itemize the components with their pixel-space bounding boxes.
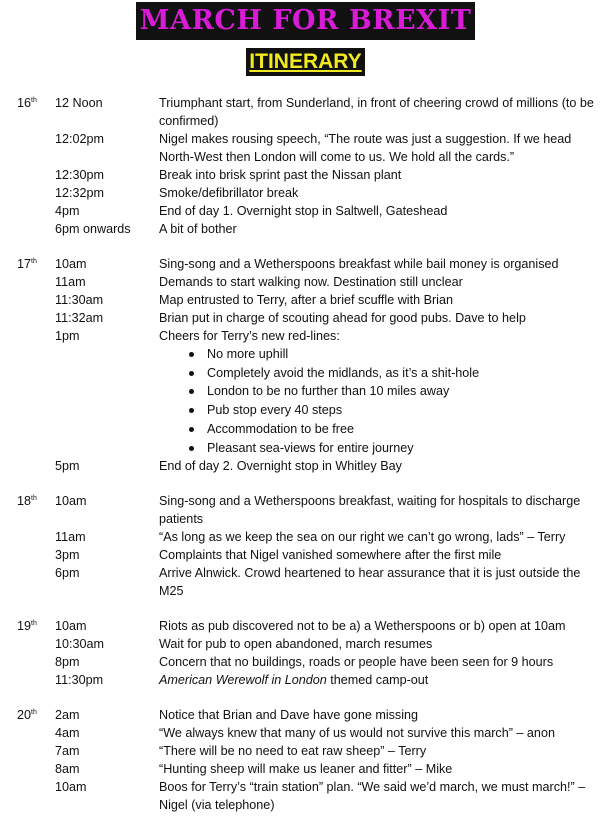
- time-label: 11:32am: [55, 311, 104, 325]
- day-block-16: [0, 94, 611, 238]
- itinerary-row: [0, 706, 611, 724]
- time-label: 11:30pm: [55, 673, 104, 688]
- day-block-17: [0, 255, 611, 475]
- day-suffix: th: [31, 709, 37, 717]
- entry-text: A bit of bother: [159, 222, 237, 236]
- entry-text-rest: themed camp-out: [326, 673, 429, 688]
- day-number: 20: [17, 708, 32, 723]
- entry-text: Demands to start walking now. Destination still unclear: [159, 275, 463, 289]
- itinerary-row: [0, 635, 611, 653]
- day-block-20: [0, 706, 611, 814]
- itinerary-row: [0, 617, 611, 635]
- list-item: Accommodation to be free: [207, 420, 611, 439]
- itinerary-row: [0, 184, 611, 202]
- list-item: Pleasant sea-views for entire journey: [207, 439, 611, 458]
- day-label: [17, 255, 37, 273]
- itinerary-row: [0, 778, 611, 814]
- time-label: 12:02pm: [55, 132, 105, 146]
- day-number: 19: [17, 619, 32, 634]
- itinerary-row: [0, 492, 611, 528]
- itinerary-row: [0, 742, 611, 760]
- page-title: MARCH FOR BREXIT: [136, 2, 476, 40]
- entry-text: End of day 2. Overnight stop in Whitley Bay: [159, 459, 402, 474]
- itinerary: [0, 94, 611, 831]
- entry-text: Map entrusted to Terry, after a brief scuffle with Brian: [159, 293, 453, 307]
- itinerary-row: [0, 309, 611, 327]
- entry-text: Nigel makes rousing speech, “The route was just a suggestion. If we head North-West then London will come to us. We hold all the cards.”: [159, 132, 572, 164]
- itinerary-row: [0, 457, 611, 475]
- time-label: 10:30am: [55, 637, 105, 652]
- time-label: 12 Noon: [55, 96, 103, 110]
- entry-text: Break into brisk sprint past the Nissan plant: [159, 168, 402, 182]
- itinerary-row: [0, 327, 611, 345]
- time-label: 2am: [55, 708, 80, 723]
- time-label: 12:30pm: [55, 168, 105, 182]
- day-number: 16: [17, 96, 32, 110]
- day-suffix: th: [31, 620, 37, 628]
- itinerary-row: [0, 291, 611, 309]
- entry-text: Boos for Terry’s “train station” plan. “We said we’d march, we must march!” – Nigel (via telephone): [159, 780, 586, 813]
- entry-text: “There will be no need to eat raw sheep” – Terry: [159, 744, 427, 759]
- day-label: [17, 94, 37, 112]
- list-item: No more uphill: [207, 345, 611, 364]
- day-number: 18: [17, 494, 32, 509]
- day-label: [17, 617, 37, 635]
- entry-text: Riots as pub discovered not to be a) a Wetherspoons or b) open at 10am: [159, 619, 566, 634]
- entry-text: Smoke/defibrillator break: [159, 186, 299, 200]
- entry-text: [159, 671, 599, 689]
- itinerary-row: [0, 255, 611, 273]
- time-label: 10am: [55, 494, 87, 509]
- day-block-19: [0, 617, 611, 689]
- time-label: 7am: [55, 744, 80, 759]
- time-label: 4am: [55, 726, 80, 741]
- entry-text: Triumphant start, from Sunderland, in front of cheering crowd of millions (to be confirmed): [159, 96, 594, 128]
- document-header: [0, 0, 611, 76]
- entry-text: Complaints that Nigel vanished somewhere after the first mile: [159, 548, 502, 563]
- day-suffix: th: [31, 97, 37, 104]
- entry-text: “As long as we keep the sea on our right we can’t go wrong, lads” – Terry: [159, 530, 566, 545]
- entry-text: Cheers for Terry’s new red-lines:: [159, 329, 340, 343]
- list-item: Completely avoid the midlands, as it’s a shit-hole: [207, 364, 611, 383]
- itinerary-row: [0, 202, 611, 220]
- itinerary-row: [0, 273, 611, 291]
- itinerary-row: [0, 94, 611, 130]
- time-label: 11:30am: [55, 293, 104, 307]
- time-label: 11am: [55, 275, 86, 289]
- time-label: 12:32pm: [55, 186, 105, 200]
- time-label: 10am: [55, 257, 87, 271]
- entry-text: Arrive Alnwick. Crowd heartened to hear assurance that it is just outside the M25: [159, 566, 581, 599]
- time-label: 6pm onwards: [55, 222, 131, 236]
- entry-text: “We always knew that many of us would not survive this march” – anon: [159, 726, 555, 741]
- time-label: 1pm: [55, 329, 80, 343]
- day-label: [17, 492, 37, 510]
- list-item: London to be no further than 10 miles away: [207, 382, 611, 401]
- entry-text: Brian put in charge of scouting ahead for good pubs. Dave to help: [159, 311, 526, 325]
- entry-text: Notice that Brian and Dave have gone missing: [159, 708, 419, 723]
- film-title: American Werewolf in London: [159, 673, 327, 688]
- day-suffix: th: [31, 495, 37, 503]
- itinerary-row: [0, 564, 611, 600]
- entry-text: End of day 1. Overnight stop in Saltwell, Gateshead: [159, 204, 448, 218]
- entry-text: Concern that no buildings, roads or people have been seen for 9 hours: [159, 655, 554, 670]
- day-number: 17: [17, 257, 32, 271]
- time-label: 10am: [55, 780, 87, 795]
- time-label: 8pm: [55, 655, 80, 670]
- time-label: 6pm: [55, 566, 80, 581]
- red-lines-list: [0, 345, 611, 457]
- time-label: 11am: [55, 530, 86, 545]
- time-label: 5pm: [55, 459, 80, 474]
- itinerary-row: [0, 653, 611, 671]
- itinerary-row: [0, 220, 611, 238]
- time-label: 4pm: [55, 204, 80, 218]
- itinerary-row: [0, 760, 611, 778]
- entry-text: “Hunting sheep will make us leaner and fitter” – Mike: [159, 762, 453, 777]
- entry-text: Sing-song and a Wetherspoons breakfast while bail money is organised: [159, 257, 559, 271]
- time-label: 3pm: [55, 548, 80, 563]
- time-label: 10am: [55, 619, 87, 634]
- list-item: Pub stop every 40 steps: [207, 401, 611, 420]
- itinerary-row: [0, 166, 611, 184]
- entry-text: Wait for pub to open abandoned, march resumes: [159, 637, 433, 652]
- day-suffix: th: [31, 258, 37, 265]
- itinerary-row: [0, 546, 611, 564]
- page-subtitle: ITINERARY: [246, 48, 364, 76]
- itinerary-row: [0, 130, 611, 166]
- entry-text: Sing-song and a Wetherspoons breakfast, waiting for hospitals to discharge patients: [159, 494, 581, 527]
- day-block-18: [0, 492, 611, 600]
- itinerary-row: [0, 528, 611, 546]
- day-label: [17, 706, 37, 724]
- itinerary-row: [0, 724, 611, 742]
- itinerary-row: [0, 671, 611, 689]
- time-label: 8am: [55, 762, 80, 777]
